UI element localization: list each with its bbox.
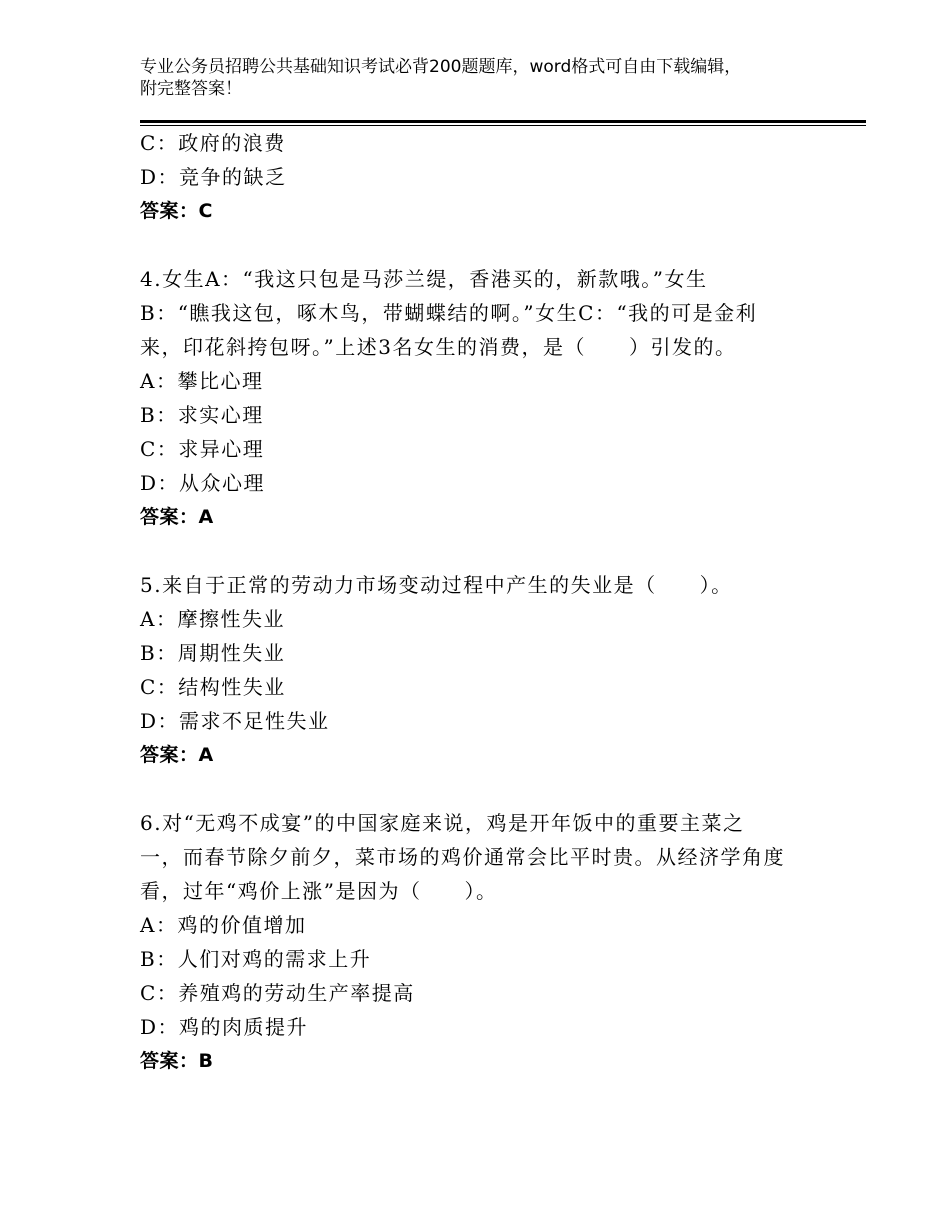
header-divider-thick	[140, 120, 866, 123]
option-d: D：从众心理	[140, 471, 266, 495]
spacer	[140, 228, 820, 262]
option-a: A：鸡的价值增加	[140, 913, 307, 937]
answer: 答案：A	[140, 744, 214, 766]
option-c: C：养殖鸡的劳动生产率提高	[140, 981, 415, 1005]
option-b: B：人们对鸡的需求上升	[140, 947, 372, 971]
option-a: A：攀比心理	[140, 369, 264, 393]
option-d: D：鸡的肉质提升	[140, 1015, 309, 1039]
question-5	[140, 568, 820, 772]
question-stem-line: 6.对“无鸡不成宴”的中国家庭来说，鸡是开年饭中的重要主菜之	[140, 811, 745, 835]
option-d: D：需求不足性失业	[140, 709, 330, 733]
question-6	[140, 806, 820, 1078]
question-stem-line: B：“瞧我这包，啄木鸟，带蝴蝶结的啊。”女生C：“我的可是金利	[140, 301, 758, 325]
option-a: A：摩擦性失业	[140, 607, 285, 631]
document-header	[140, 56, 840, 100]
option-d: D：竞争的缺乏	[140, 165, 287, 189]
question-stem-line: 看，过年“鸡价上涨”是因为（ ）。	[140, 879, 498, 903]
option-b: B：周期性失业	[140, 641, 286, 665]
question-4	[140, 262, 820, 534]
answer: 答案：A	[140, 506, 214, 528]
spacer	[140, 534, 820, 568]
option-b: B：求实心理	[140, 403, 264, 427]
question-stem-line: 5.来自于正常的劳动力市场变动过程中产生的失业是（ ）。	[140, 573, 733, 597]
answer: 答案：C	[140, 200, 213, 222]
answer: 答案：B	[140, 1050, 214, 1072]
option-c: C：结构性失业	[140, 675, 286, 699]
question-3	[140, 126, 820, 228]
header-line-2: 附完整答案！	[140, 79, 242, 99]
option-c: C：求异心理	[140, 437, 265, 461]
spacer	[140, 772, 820, 806]
question-stem-line: 一，而春节除夕前夕，菜市场的鸡价通常会比平时贵。从经济学角度	[140, 845, 785, 869]
header-line-1: 专业公务员招聘公共基础知识考试必背200题题库，word格式可自由下载编辑，	[140, 57, 742, 77]
option-c: C：政府的浪费	[140, 131, 286, 155]
question-stem-line: 4.女生A：“我这只包是马莎兰缇，香港买的，新款哦。”女生	[140, 267, 708, 291]
question-list	[140, 126, 820, 1078]
question-stem-line: 来，印花斜挎包呀。”上述3名女生的消费，是（ ）引发的。	[140, 335, 737, 359]
